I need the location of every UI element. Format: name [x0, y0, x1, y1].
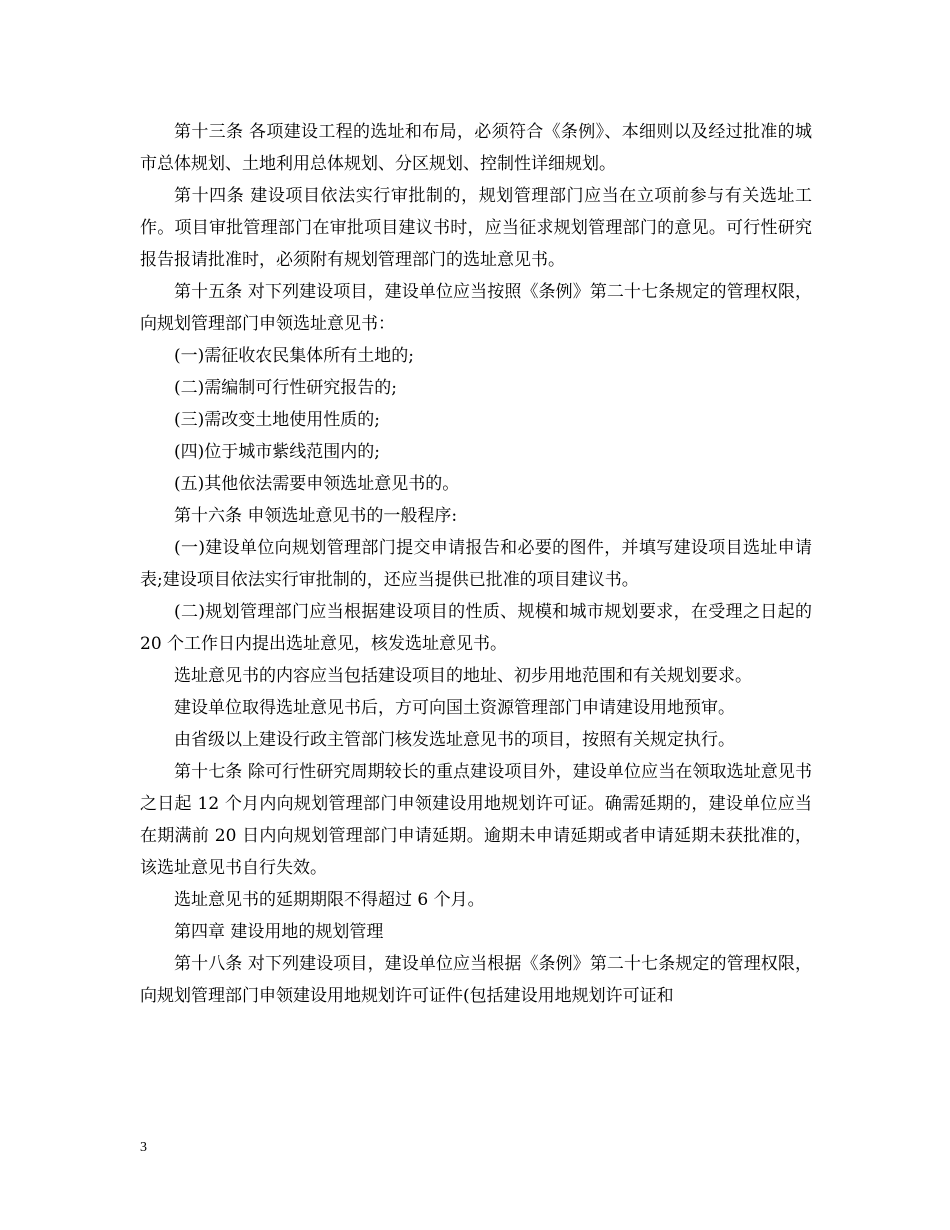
list-item-15-1: (一)需征收农民集体所有土地的;	[174, 346, 414, 366]
list-item-16-1: (一)建设单位向规划管理部门提交申请报告和必要的图件，并填写建设项目选址申请表;建设项目依法实行审批制的，还应当提供已批准的项目建议书。	[140, 538, 812, 590]
paragraph-provincial-projects: 由省级以上建设行政主管部门核发选址意见书的项目，按照有关规定执行。	[174, 730, 735, 750]
paragraph-land-pre-review: 建设单位取得选址意见书后，方可向国土资源管理部门申请建设用地预审。	[174, 698, 735, 718]
paragraph-article-13: 第十三条 各项建设工程的选址和布局，必须符合《条例》、本细则以及经过批准的城市总体规划、土地利用总体规划、分区规划、控制性详细规划。	[140, 122, 812, 174]
paragraph-article-18: 第十八条 对下列建设项目，建设单位应当根据《条例》第二十七条规定的管理权限，向规划管理部门申领建设用地规划许可证件(包括建设用地规划许可证和	[140, 954, 812, 1006]
page-number: 3	[140, 1140, 147, 1155]
chapter-heading-4: 第四章 建设用地的规划管理	[174, 922, 384, 942]
paragraph-article-17: 第十七条 除可行性研究周期较长的重点建设项目外，建设单位应当在领取选址意见书之日起 12 个月内向规划管理部门申领建设用地规划许可证。确需延期的，建设单位应当在期满前 20 日内向规划管理部门申请延期。逾期未申请延期或者申请延期未获批准的，该选址意见书自行失效。	[140, 762, 812, 878]
list-item-16-2: (二)规划管理部门应当根据建设项目的性质、规模和城市规划要求，在受理之日起的 20 个工作日内提出选址意见，核发选址意见书。	[140, 602, 812, 654]
list-item-15-4: (四)位于城市紫线范围内的;	[174, 442, 380, 462]
paragraph-article-15: 第十五条 对下列建设项目，建设单位应当按照《条例》第二十七条规定的管理权限，向规划管理部门申领选址意见书：	[140, 282, 812, 334]
list-item-15-3: (三)需改变土地使用性质的;	[174, 410, 380, 430]
paragraph-extension-limit: 选址意见书的延期期限不得超过 6 个月。	[174, 890, 485, 910]
list-item-15-5: (五)其他依法需要申领选址意见书的。	[174, 474, 460, 494]
paragraph-article-16: 第十六条 申领选址意见书的一般程序:	[174, 506, 458, 526]
paragraph-content-requirements: 选址意见书的内容应当包括建设项目的地址、初步用地范围和有关规划要求。	[174, 666, 752, 686]
paragraph-article-14: 第十四条 建设项目依法实行审批制的，规划管理部门应当在立项前参与有关选址工作。项目审批管理部门在审批项目建议书时，应当征求规划管理部门的意见。可行性研究报告报请批准时，必须附有规划管理部门的选址意见书。	[140, 186, 812, 270]
document-body	[140, 116, 812, 1012]
list-item-15-2: (二)需编制可行性研究报告的;	[174, 378, 397, 398]
